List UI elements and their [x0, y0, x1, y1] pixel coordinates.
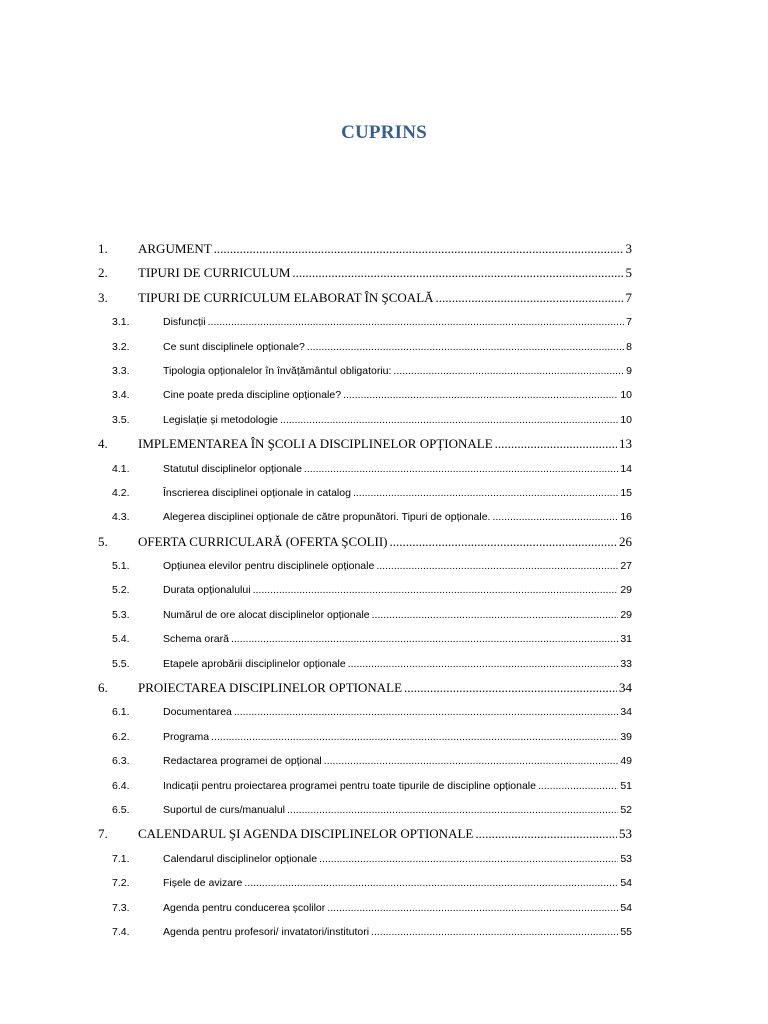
toc-entry-label: TIPURI DE CURRICULUM ELABORAT ÎN ŞCOALĂ	[138, 289, 434, 305]
toc-entry-number: 4.	[98, 436, 108, 452]
toc-chapter-entry[interactable]	[96, 286, 632, 310]
toc-entry-number: 6.4.	[112, 779, 130, 792]
toc-entry-page-number: 31	[620, 633, 632, 646]
toc-entry-page-number: 16	[620, 511, 632, 524]
toc-section-entry[interactable]	[96, 383, 632, 407]
toc-dot-leader	[390, 530, 617, 554]
toc-entry-page-number: 7	[626, 316, 632, 329]
toc-section-entry[interactable]	[96, 578, 632, 602]
toc-dot-leader	[244, 871, 618, 895]
toc-dot-leader	[324, 749, 619, 773]
toc-entry-number: 2.	[98, 265, 108, 281]
toc-entry-number: 5.4.	[112, 633, 130, 646]
toc-entry-page-number: 3	[625, 241, 632, 256]
toc-section-entry[interactable]	[96, 798, 632, 822]
toc-entry-page-number: 52	[620, 803, 632, 816]
toc-dot-leader	[292, 261, 623, 285]
toc-entry-page-number: 13	[619, 436, 632, 452]
toc-entry-number: 7.4.	[112, 925, 130, 938]
toc-dot-leader	[348, 652, 619, 676]
toc-entry-number: 3.	[98, 289, 108, 305]
toc-entry-page-number: 55	[620, 925, 632, 938]
toc-dot-leader	[253, 578, 619, 602]
toc-dot-leader	[280, 408, 618, 432]
toc-entry-number: 6.	[98, 680, 108, 696]
toc-dot-leader	[376, 554, 618, 578]
toc-dot-leader	[343, 383, 618, 407]
toc-entry-label: Etapele aprobării disciplinelor opționale	[163, 657, 346, 670]
toc-entry-page-number: 54	[620, 901, 632, 914]
toc-entry-label: Agenda pentru profesori/ invatatori/institutori	[163, 925, 370, 938]
toc-entry-number: 3.3.	[112, 364, 130, 377]
toc-section-entry[interactable]	[96, 335, 632, 359]
table-of-contents	[96, 237, 632, 944]
toc-entry-page-number: 14	[620, 462, 632, 475]
toc-dot-leader	[436, 286, 624, 310]
toc-entry-page-number: 33	[620, 657, 632, 670]
toc-section-entry[interactable]	[96, 871, 632, 895]
toc-entry-number: 3.5.	[112, 413, 130, 426]
toc-section-entry[interactable]	[96, 481, 632, 505]
toc-dot-leader	[211, 725, 618, 749]
toc-entry-label: OFERTA CURRICULARĂ (OFERTA ŞCOLII)	[138, 533, 388, 549]
toc-entry-label: Suportul de curs/manualul	[163, 803, 285, 816]
toc-entry-page-number: 54	[620, 877, 632, 890]
toc-entry-number: 5.1.	[112, 560, 130, 573]
toc-entry-label: Statutul disciplinelor opționale	[163, 462, 302, 475]
toc-dot-leader	[393, 359, 624, 383]
toc-section-entry[interactable]	[96, 310, 632, 334]
toc-section-entry[interactable]	[96, 627, 632, 651]
toc-entry-page-number: 39	[620, 730, 632, 743]
toc-dot-leader	[495, 432, 617, 456]
toc-entry-number: 5.5.	[112, 657, 130, 670]
toc-entry-page-number: 26	[619, 533, 632, 549]
toc-dot-leader	[475, 822, 617, 846]
toc-entry-label: Calendarul disciplinelor opționale	[163, 852, 318, 865]
toc-entry-page-number: 49	[620, 755, 632, 768]
toc-entry-number: 6.2.	[112, 730, 130, 743]
toc-dot-leader	[234, 700, 618, 724]
toc-section-entry[interactable]	[96, 700, 632, 724]
toc-entry-label: Programa	[163, 730, 210, 743]
toc-dot-leader	[208, 310, 625, 334]
toc-chapter-entry[interactable]	[96, 237, 632, 261]
toc-entry-label: Documentarea	[163, 706, 232, 719]
toc-dot-leader	[538, 774, 618, 798]
toc-entry-number: 7.1.	[112, 852, 130, 865]
toc-chapter-entry[interactable]	[96, 676, 632, 700]
toc-section-entry[interactable]	[96, 554, 632, 578]
toc-entry-label: Alegerea disciplinei opționale de către propunători. Tipuri de opționale.	[163, 511, 491, 524]
toc-entry-page-number: 34	[619, 680, 632, 696]
toc-entry-label: Tipologia opționalelor în învățământul obligatoriu:	[163, 364, 392, 377]
toc-entry-number: 6.1.	[112, 706, 130, 719]
toc-entry-page-number: 7	[625, 289, 632, 305]
toc-entry-number: 4.3.	[112, 511, 130, 524]
toc-section-entry[interactable]	[96, 847, 632, 871]
toc-entry-page-number: 8	[626, 340, 632, 353]
toc-entry-page-number: 27	[620, 560, 632, 573]
toc-dot-leader	[327, 896, 618, 920]
toc-entry-page-number: 34	[620, 706, 632, 719]
toc-chapter-entry[interactable]	[96, 822, 632, 846]
toc-entry-label: CALENDARUL ŞI AGENDA DISCIPLINELOR OPTIONALE	[138, 826, 474, 842]
toc-section-entry[interactable]	[96, 774, 632, 798]
toc-section-entry[interactable]	[96, 652, 632, 676]
toc-dot-leader	[231, 627, 618, 651]
toc-entry-page-number: 10	[620, 389, 632, 402]
toc-dot-leader	[372, 603, 619, 627]
toc-dot-leader	[214, 237, 624, 261]
toc-section-entry[interactable]	[96, 359, 632, 383]
toc-section-entry[interactable]	[96, 408, 632, 432]
toc-entry-label: Opțiunea elevilor pentru disciplinele opționale	[163, 560, 375, 573]
toc-entry-number: 7.	[98, 826, 108, 842]
toc-dot-leader	[287, 798, 618, 822]
toc-entry-page-number: 53	[619, 826, 632, 842]
toc-entry-page-number: 29	[620, 584, 632, 597]
toc-entry-label: Înscrierea disciplinei opționale in catalog	[163, 486, 351, 499]
toc-entry-label: Legislație și metodologie	[163, 413, 278, 426]
toc-entry-number: 3.1.	[112, 316, 130, 329]
toc-entry-label: ARGUMENT	[138, 241, 212, 256]
toc-entry-number: 1.	[98, 241, 108, 256]
toc-entry-number: 4.1.	[112, 462, 130, 475]
toc-dot-leader	[404, 676, 617, 700]
toc-entry-number: 7.2.	[112, 877, 130, 890]
toc-entry-label: Disfuncții	[163, 316, 206, 329]
toc-section-entry[interactable]	[96, 920, 632, 944]
page-title: CUPRINS	[341, 122, 427, 143]
toc-entry-label: Cine poate preda discipline opționale?	[163, 389, 342, 402]
toc-entry-number: 3.4.	[112, 389, 130, 402]
toc-entry-page-number: 5	[625, 265, 632, 281]
toc-chapter-entry[interactable]	[96, 432, 632, 456]
toc-entry-page-number: 53	[620, 852, 632, 865]
toc-entry-label: Durata opționalului	[163, 584, 251, 597]
toc-entry-page-number: 29	[620, 608, 632, 621]
toc-chapter-entry[interactable]	[96, 261, 632, 285]
toc-section-entry[interactable]	[96, 457, 632, 481]
toc-entry-number: 5.2.	[112, 584, 130, 597]
toc-entry-number: 5.3.	[112, 608, 130, 621]
toc-section-entry[interactable]	[96, 749, 632, 773]
toc-entry-label: Fișele de avizare	[163, 877, 243, 890]
toc-dot-leader	[492, 505, 618, 529]
toc-dot-leader	[304, 457, 618, 481]
toc-dot-leader	[371, 920, 618, 944]
toc-entry-number: 6.3.	[112, 755, 130, 768]
toc-entry-number: 6.5.	[112, 803, 130, 816]
toc-entry-label: Schema orară	[163, 633, 229, 646]
toc-entry-label: Agenda pentru conducerea școlilor	[163, 901, 326, 914]
toc-entry-label: Redactarea programei de opțional	[163, 755, 322, 768]
toc-entry-page-number: 9	[626, 364, 632, 377]
toc-entry-page-number: 10	[620, 413, 632, 426]
toc-entry-label: TIPURI DE CURRICULUM	[138, 265, 291, 281]
toc-entry-number: 5.	[98, 533, 108, 549]
toc-entry-number: 3.2.	[112, 340, 130, 353]
toc-entry-page-number: 15	[620, 486, 632, 499]
toc-section-entry[interactable]	[96, 603, 632, 627]
toc-dot-leader	[307, 335, 624, 359]
toc-entry-label: Numărul de ore alocat disciplinelor opționale	[163, 608, 370, 621]
toc-entry-label: Ce sunt disciplinele opționale?	[163, 340, 305, 353]
toc-dot-leader	[319, 847, 618, 871]
toc-section-entry[interactable]	[96, 725, 632, 749]
toc-section-entry[interactable]	[96, 896, 632, 920]
toc-dot-leader	[353, 481, 618, 505]
toc-entry-page-number: 51	[620, 779, 632, 792]
toc-entry-number: 7.3.	[112, 901, 130, 914]
toc-entry-label: IMPLEMENTAREA ÎN ŞCOLI A DISCIPLINELOR OPȚIONALE	[138, 436, 493, 452]
toc-entry-label: Indicații pentru proiectarea programei pentru toate tipurile de discipline opționale	[163, 779, 536, 792]
toc-entry-label: PROIECTAREA DISCIPLINELOR OPTIONALE	[138, 680, 403, 696]
toc-chapter-entry[interactable]	[96, 530, 632, 554]
toc-entry-number: 4.2.	[112, 486, 130, 499]
toc-section-entry[interactable]	[96, 505, 632, 529]
